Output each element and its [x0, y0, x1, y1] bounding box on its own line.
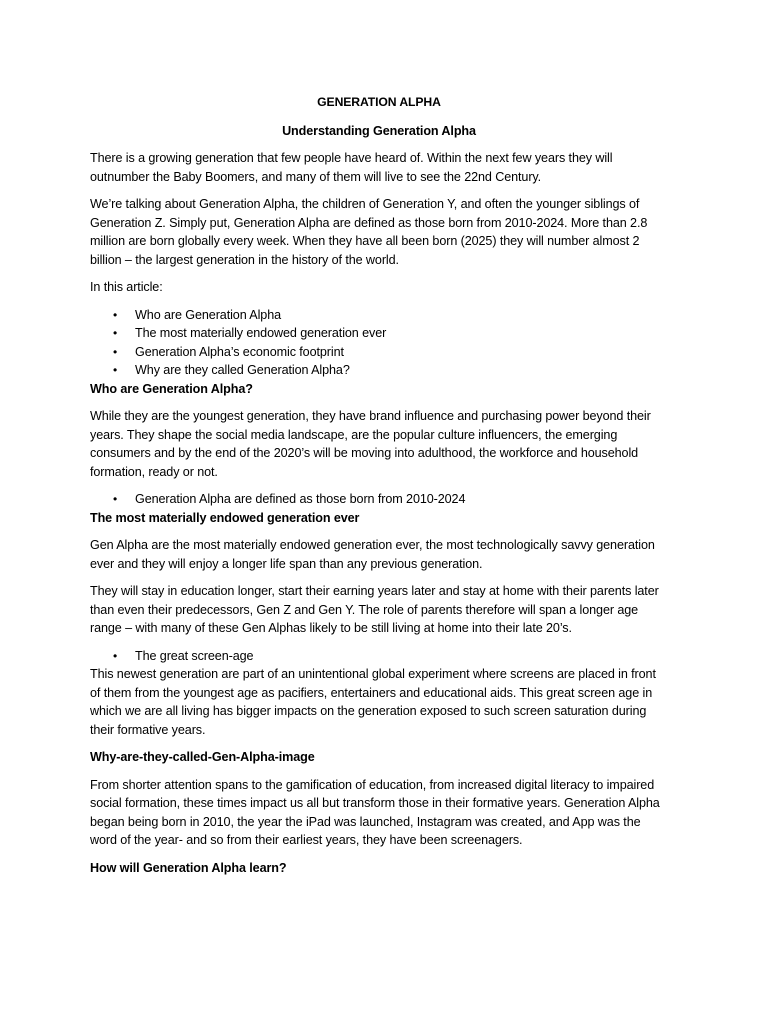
toc-item	[113, 343, 668, 362]
section-paragraph: From shorter attention spans to the gamification of education, from increased digital literacy to impaired social formation, these times impact us all but transform those in their formative years. Generation Alpha began being born in 2010, the year the iPad was launched, Instagram was created, and App was the word of the year- and so from their earliest years, they have been screenagers.	[90, 777, 660, 847]
section-bullet-list	[90, 647, 668, 666]
toc-item	[113, 361, 668, 380]
toc-item	[113, 324, 668, 343]
section-heading: Who are Generation Alpha?	[90, 381, 253, 396]
bullet-icon: •	[113, 492, 118, 506]
toc-item-label: Who are Generation Alpha	[135, 307, 282, 322]
section-bullet-label: The great screen-age	[135, 648, 254, 663]
toc-item	[113, 306, 668, 325]
section-bullet-list	[90, 490, 668, 509]
toc-item-label: Generation Alpha’s economic footprint	[135, 344, 344, 359]
document-subtitle: Understanding Generation Alpha	[282, 123, 476, 138]
section-heading: How will Generation Alpha learn?	[90, 860, 287, 875]
bullet-icon: •	[113, 363, 118, 377]
bullet-icon: •	[113, 344, 118, 359]
section-paragraph: While they are the youngest generation, they have brand influence and purchasing power beyond their years. They shape the social media landscape, are the popular culture influencers, the emerging consumers and by the end of the 2020’s will be moving into adulthood, the workforce and household formation, ready or not.	[90, 409, 651, 479]
intro-paragraph: We’re talking about Generation Alpha, the children of Generation Y, and often the younger siblings of Generation Z. Simply put, Generation Alpha are defined as those born from 2010-2024. More than 2.8 million are born globally every week. When they have all been born (2025) they will number almost 2 billion – the largest generation in the history of the world.	[90, 197, 648, 267]
section-bullet-item	[113, 490, 668, 509]
bullet-icon: •	[113, 307, 118, 322]
toc-item-label: The most materially endowed generation ever	[135, 326, 387, 340]
section-paragraph: This newest generation are part of an unintentional global experiment where screens are placed in front of them from the youngest age as pacifiers, entertainers and educational aids. This great screen age in which we are all living has bigger impacts on the generation exposed to such screen saturation during their formative years.	[90, 667, 656, 737]
section-paragraph: Gen Alpha are the most materially endowed generation ever, the most technologically savvy generation ever and they will enjoy a longer life span than any previous generation.	[90, 538, 655, 571]
bullet-icon: •	[113, 326, 118, 340]
table-of-contents-list	[90, 306, 668, 380]
article-contents-label: In this article:	[90, 280, 163, 294]
bullet-icon: •	[113, 648, 118, 663]
section-paragraph: They will stay in education longer, start their earning years later and stay at home with their parents later than even their predecessors, Gen Z and Gen Y. The role of parents therefore will span a longer age range – with many of these Gen Alphas likely to be still living at home into their late 20’s.	[90, 584, 659, 635]
section-heading: The most materially endowed generation ever	[90, 510, 360, 525]
section-bullet-item	[113, 647, 668, 666]
toc-item-label: Why are they called Generation Alpha?	[135, 363, 350, 377]
section-heading: Why-are-they-called-Gen-Alpha-image	[90, 750, 315, 764]
intro-paragraph: There is a growing generation that few people have heard of. Within the next few years they will outnumber the Baby Boomers, and many of them will live to see the 22nd Century.	[90, 151, 613, 184]
document-title: GENERATION ALPHA	[317, 95, 441, 109]
section-bullet-label: Generation Alpha are defined as those born from 2010-2024	[135, 492, 466, 506]
